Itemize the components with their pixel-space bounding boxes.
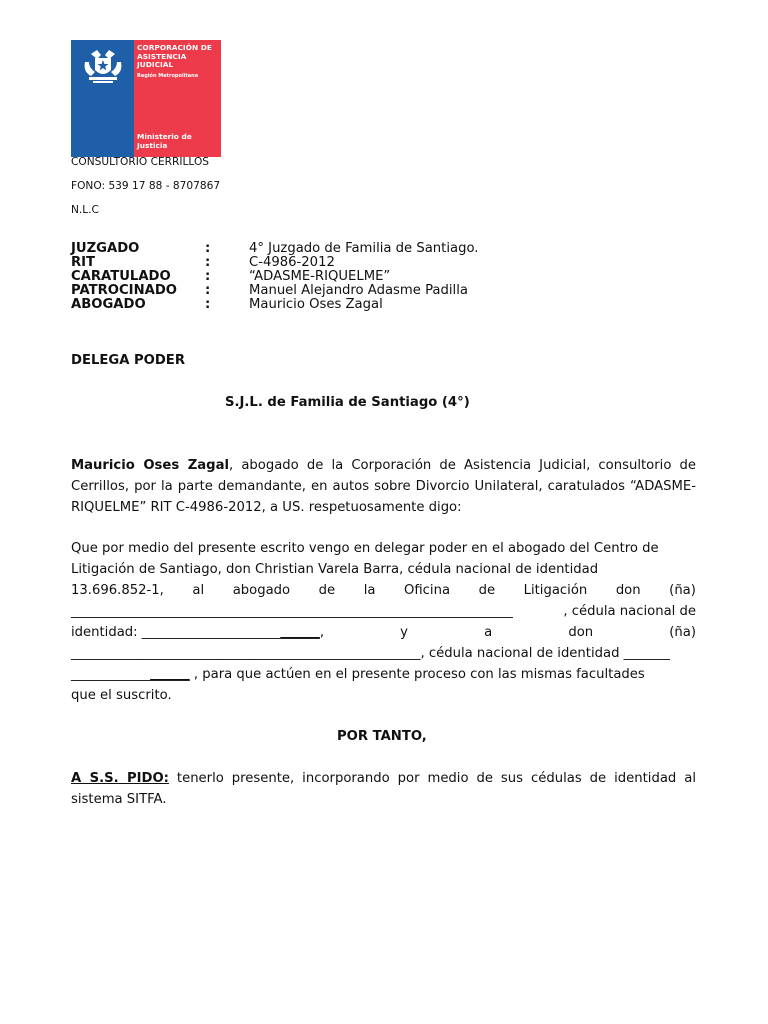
petition-label: A S.S. PIDO: bbox=[71, 771, 169, 786]
coat-of-arms-icon bbox=[77, 46, 129, 86]
case-info-label: CARATULADO bbox=[71, 269, 171, 284]
institution-logo bbox=[71, 40, 221, 157]
logo-blue-panel bbox=[71, 40, 134, 157]
blank-field: ______ bbox=[280, 625, 320, 640]
office-phone: FONO: 539 17 88 - 8707867 bbox=[71, 180, 221, 192]
body-line: que el suscrito. bbox=[71, 688, 172, 703]
office-name: CONSULTORIO CERRILLOS bbox=[71, 156, 210, 168]
body-line: 13.696.852-1, al abogado de la Oficina de Litigación don (ña) bbox=[71, 583, 696, 598]
case-info-separator: : bbox=[205, 255, 211, 270]
document-code: N.L.C bbox=[71, 204, 99, 216]
logo-organization-name: CORPORACIÓN DE ASISTENCIA JUDICIAL bbox=[137, 43, 212, 70]
case-info-value: 4° Juzgado de Familia de Santiago. bbox=[249, 241, 479, 256]
body-paragraph bbox=[71, 538, 696, 706]
body-line: Litigación de Santiago, don Christian Varela Barra, cédula nacional de identidad bbox=[71, 562, 599, 577]
logo-region: Región Metropolitana bbox=[137, 73, 199, 79]
case-info-label: PATROCINADO bbox=[71, 283, 177, 298]
case-info-value: C-4986-2012 bbox=[249, 255, 335, 270]
body-line: _____________________________________________________ , cédula nacional de identidad _______ bbox=[71, 643, 696, 664]
case-info-value: “ADASME-RIQUELME” bbox=[249, 269, 391, 284]
case-info-separator: : bbox=[205, 297, 211, 312]
blank-field: ___________________________________________________________________ bbox=[71, 604, 513, 619]
body-line: ___________________________________________________________________ , cédula nacional de bbox=[71, 601, 696, 622]
case-info-row bbox=[71, 298, 478, 312]
case-info-value: Manuel Alejandro Adasme Padilla bbox=[249, 283, 468, 298]
logo-red-panel bbox=[134, 40, 221, 157]
case-info-label: RIT bbox=[71, 255, 96, 270]
case-info-separator: : bbox=[205, 269, 211, 284]
case-info-row bbox=[71, 270, 478, 284]
intro-paragraph bbox=[71, 455, 696, 518]
petition-text: tenerlo presente, incorporando por medio de sus cédulas de identidad al sistema SITFA. bbox=[71, 771, 696, 807]
blank-field: ____________ bbox=[71, 667, 151, 682]
case-info-row bbox=[71, 242, 478, 256]
case-info-separator: : bbox=[205, 283, 211, 298]
body-line: identidad: ___________________________, y a don (ña) bbox=[71, 625, 696, 640]
case-info-row bbox=[71, 284, 478, 298]
case-info-separator: : bbox=[205, 241, 211, 256]
case-info-table bbox=[71, 242, 478, 312]
lawyer-name: Mauricio Oses Zagal bbox=[71, 458, 230, 473]
blank-field: ______ bbox=[150, 667, 190, 682]
logo-ministry: Ministerio de Justicia bbox=[137, 132, 192, 150]
body-line: Que por medio del presente escrito vengo en delegar poder en el abogado del Centro de bbox=[71, 541, 659, 556]
case-info-value: Mauricio Oses Zagal bbox=[249, 297, 383, 312]
intro-text: , abogado de la Corporación de Asistencia Judicial, consultorio de Cerrillos, por la parte demandante, en autos sobre Divorcio Unilateral, caratulados “ADASME-RIQUELME” RIT C-4986-2012, a US. respetuosamente digo: bbox=[71, 458, 696, 515]
petition-paragraph bbox=[71, 768, 696, 810]
case-info-row bbox=[71, 256, 478, 270]
case-info-label: JUZGADO bbox=[71, 241, 140, 256]
por-tanto: POR TANTO, bbox=[337, 729, 427, 744]
blank-field: _____________________________________________________ bbox=[71, 646, 421, 661]
document-title: DELEGA PODER bbox=[71, 353, 185, 368]
body-line: ____________ ______ , para que actúen en el presente proceso con las mismas facultades bbox=[71, 664, 696, 685]
case-info-label: ABOGADO bbox=[71, 297, 146, 312]
court-addressee: S.J.L. de Familia de Santiago (4°) bbox=[225, 395, 470, 410]
